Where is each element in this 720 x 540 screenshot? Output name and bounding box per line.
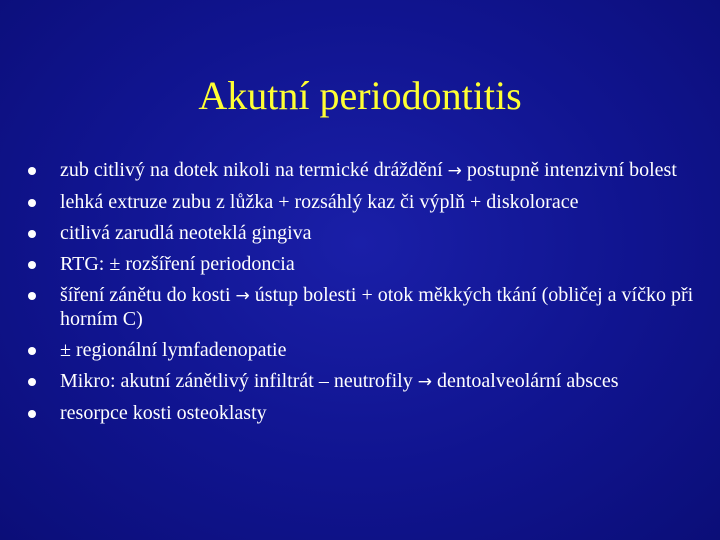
bullet-text-part: ústup bolesti + otok měkkých tkání (obličej a víčko při horním C): [60, 284, 694, 330]
bullet-icon: [28, 230, 36, 238]
bullet-icon: [28, 410, 36, 418]
bullet-text: [60, 159, 714, 183]
bullet-item: [28, 222, 714, 245]
slide-title: Akutní periodontitis: [198, 73, 522, 118]
bullet-icon: [28, 347, 36, 355]
bullet-item: [28, 339, 714, 362]
arrow-icon: →: [417, 372, 432, 392]
bullet-icon: [28, 199, 36, 207]
bullet-icon: [28, 261, 36, 269]
bullet-text-part: zub citlivý na dotek nikoli na termické dráždění: [60, 159, 448, 181]
bullet-list: [28, 159, 714, 433]
bullet-text: RTG: ± rozšíření periodoncia: [60, 253, 295, 275]
bullet-text: [60, 370, 714, 394]
bullet-text: resorpce kosti osteoklasty: [60, 402, 267, 424]
bullet-icon: [28, 292, 36, 300]
bullet-text: [60, 284, 714, 331]
bullet-text-part: postupně intenzivní bolest: [461, 159, 677, 181]
bullet-icon: [28, 167, 36, 175]
bullet-item: [28, 370, 714, 394]
bullet-text: ± regionální lymfadenopatie: [60, 339, 287, 361]
bullet-text: citlivá zarudlá neoteklá gingiva: [60, 222, 312, 244]
bullet-icon: [28, 378, 36, 386]
arrow-icon: →: [447, 161, 462, 181]
bullet-text-part: dentoalveolární absces: [431, 370, 619, 392]
bullet-item: [28, 191, 714, 214]
bullet-text: lehká extruze zubu z lůžka + rozsáhlý kaz či výplň + diskolorace: [60, 191, 579, 213]
bullet-item: [28, 284, 714, 331]
bullet-text-part: Mikro: akutní zánětlivý infiltrát – neutrofily: [60, 370, 418, 392]
bullet-item: [28, 159, 714, 183]
bullet-item: [28, 253, 714, 276]
arrow-icon: →: [235, 286, 250, 306]
bullet-item: [28, 402, 714, 425]
bullet-text-part: šíření zánětu do kosti: [60, 284, 236, 306]
